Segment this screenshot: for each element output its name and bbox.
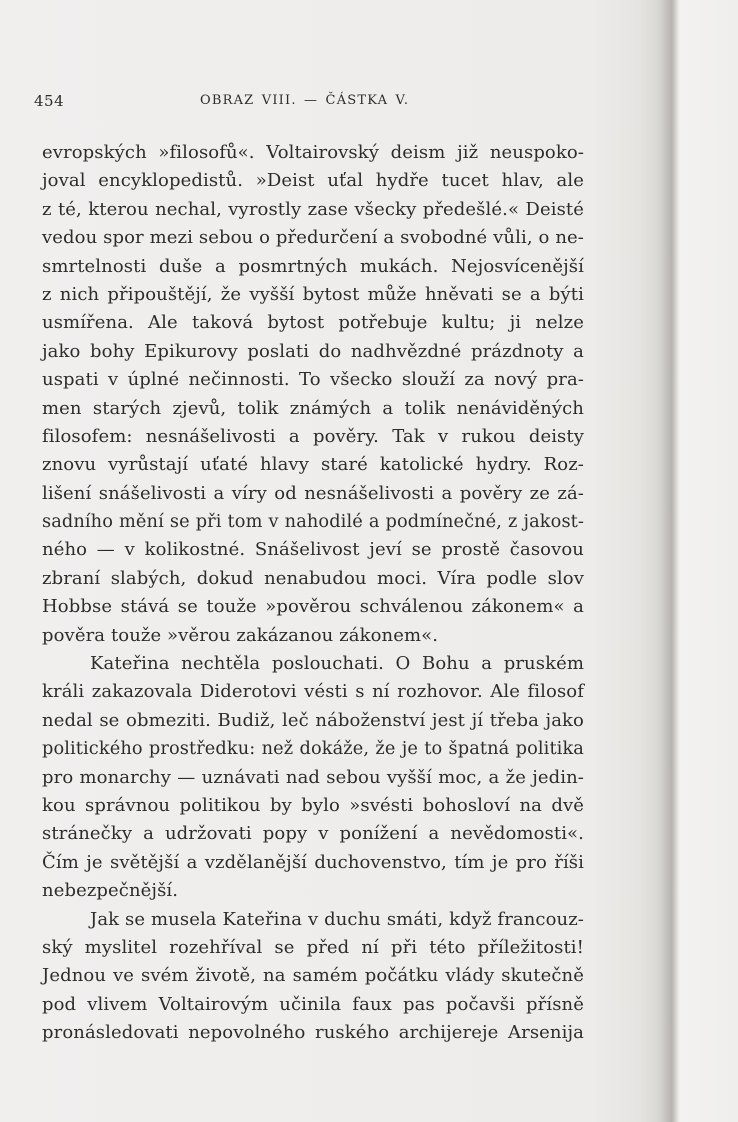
text-line: ného — v kolikostné. Snášelivost jeví se prostě časovou	[42, 539, 584, 561]
text-line: z té, kterou nechal, vyrostly zase všecky předešlé.« Deisté	[42, 198, 584, 220]
paragraph-start-line: Jak se musela Kateřina v duchu smáti, když francouz-	[90, 908, 584, 930]
text-line: smrtelnosti duše a posmrtných mukách. Nejosvícenější	[42, 255, 584, 277]
text-line: znovu vyrůstají uťaté hlavy staré katolické hydry. Roz-	[42, 454, 584, 476]
text-line: Hobbse stává se touže »pověrou schválenou zákonem« a	[42, 596, 584, 618]
text-line: pod vlivem Voltairovým učinila faux pas počavši přísně	[42, 993, 584, 1015]
text-line: men starých zjevů, tolik známých a tolik nenáviděných	[42, 397, 584, 419]
text-line: zbraní slabých, dokud nenabudou moci. Víra podle slov	[42, 567, 584, 589]
text-line: nedal se obmeziti. Budiž, leč náboženství jest jí třeba jako	[42, 709, 584, 731]
text-line: Čím je světější a vzdělanější duchovenstvo, tím je pro říši	[42, 851, 584, 873]
text-line: evropských »filosofů«. Voltairovský deism již neuspoko-	[42, 142, 584, 163]
text-line: lišení snášelivosti a víry od nesnášelivosti a pověry ze zá-	[42, 482, 584, 504]
page-gutter-shadow	[640, 0, 680, 1122]
body-text	[42, 139, 584, 1048]
text-line: vedou spor mezi sebou o předurčení a svobodné vůli, o ne-	[42, 227, 584, 249]
paragraph-end-line: nebezpečnější.	[42, 880, 179, 902]
text-line: politického prostředku: než dokáže, že je to špatná politika	[42, 739, 584, 760]
page-number: 454	[34, 92, 65, 110]
text-line: pronásledovati nepovolného ruského archijereje Arsenija	[42, 1022, 584, 1044]
paragraph-end-line: pověra touže »věrou zakázanou zákonem«.	[42, 624, 439, 646]
running-head: OBRAZ VIII. — ČÁSTKA V.	[200, 93, 410, 108]
text-line: pro monarchy — uznávati nad sebou vyšší moc, a že jedin-	[42, 766, 584, 788]
text-line: joval encyklopedistů. »Deist uťal hydře tucet hlav, ale	[42, 170, 584, 192]
paragraph-start-line: Kateřina nechtěla poslouchati. O Bohu a pruském	[90, 653, 584, 675]
text-line: filosofem: nesnášelivosti a pověry. Tak v rukou deisty	[42, 425, 584, 447]
page-header	[34, 92, 594, 116]
text-line: stránečky a udržovati popy v ponížení a nevědomosti«.	[42, 823, 584, 845]
text-line: sadního mění se při tom v nahodilé a podmínečné, z jakost-	[42, 512, 584, 533]
text-line: králi zakazovala Diderotovi vésti s ní rozhovor. Ale filosof	[42, 681, 584, 703]
text-line: kou správnou politikou by bylo »svésti bohosloví na dvě	[42, 794, 584, 816]
text-line: ský myslitel rozehříval se před ní při této příležitosti!	[42, 936, 584, 958]
text-line: Jednou ve svém životě, na samém počátku vlády skutečně	[42, 965, 584, 987]
text-line: z nich připouštějí, že vyšší bytost může hněvati se a býti	[42, 283, 584, 305]
text-line: usmířena. Ale taková bytost potřebuje kultu; ji nelze	[42, 312, 584, 334]
text-line: uspati v úplné nečinnosti. To všecko slouží za nový pra-	[42, 369, 584, 391]
text-line: jako bohy Epikurovy poslati do nadhvězdné prázdnoty a	[42, 340, 584, 362]
